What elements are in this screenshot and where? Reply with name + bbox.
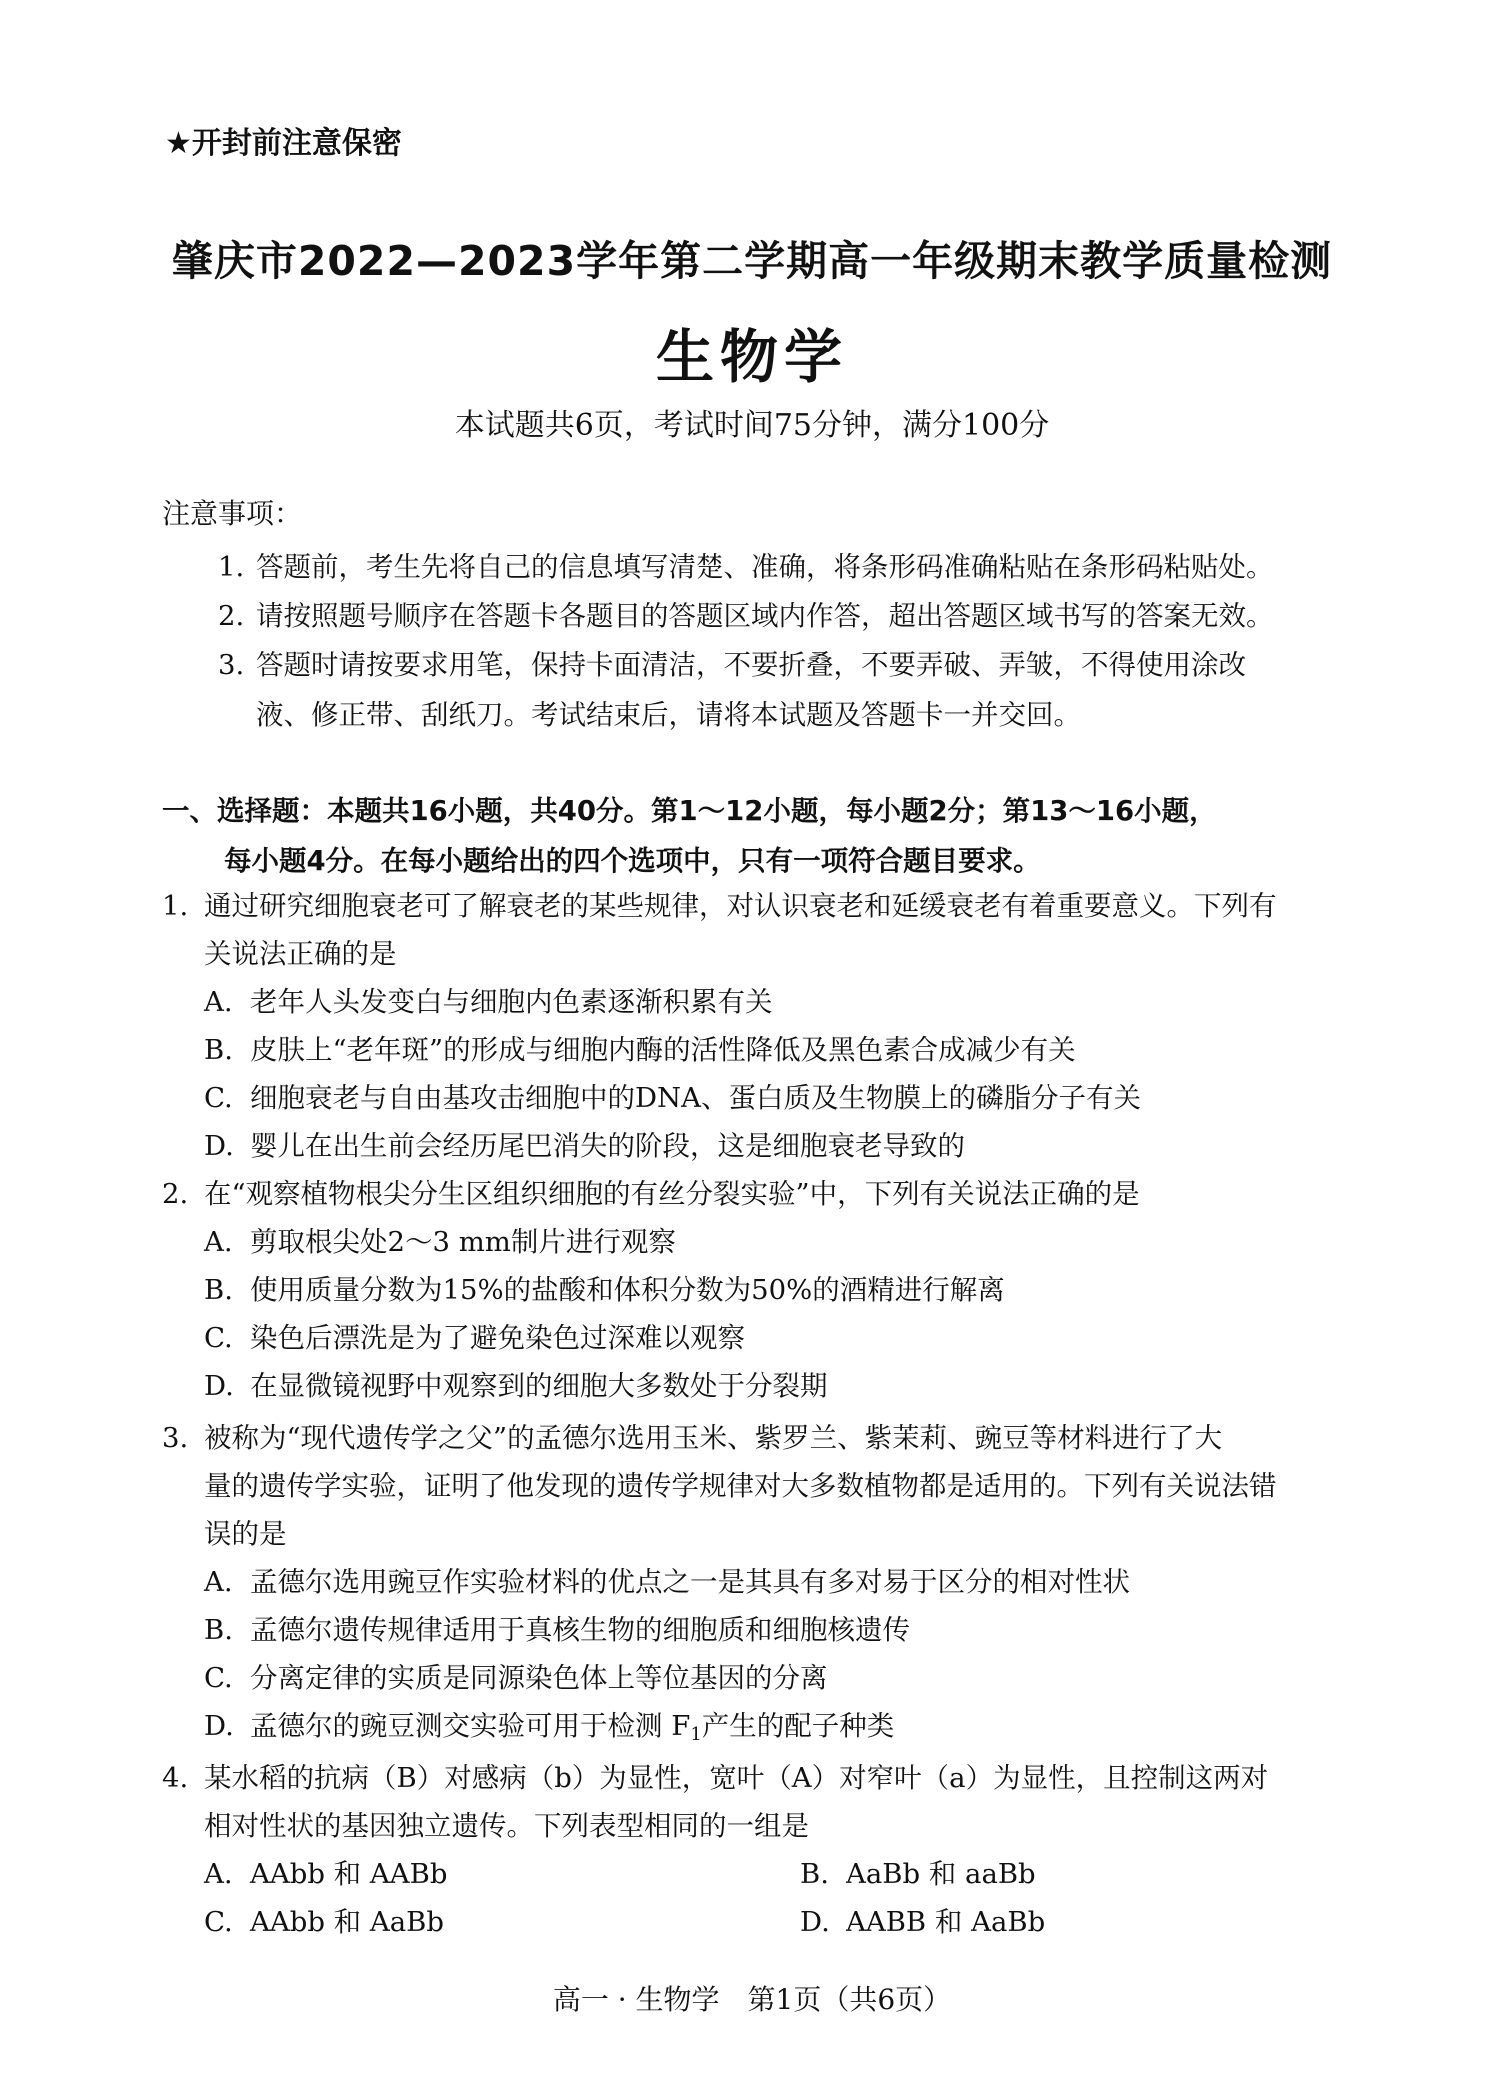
question-stem-continued: 量的遗传学实验，证明了他发现的遗传学规律对大多数植物都是适用的。下列有关说法错 xyxy=(204,1470,1277,1502)
subject-title: 生物学 xyxy=(655,323,848,391)
section-heading-line1: 一、选择题：本题共16小题，共40分。第1～12小题，每小题2分；第13～16小题， xyxy=(162,795,1217,827)
option-letter: D. xyxy=(204,1130,234,1162)
option-text: 婴儿在出生前会经历尾巴消失的阶段，这是细胞衰老导致的 xyxy=(250,1130,965,1162)
section-heading xyxy=(162,786,1362,886)
option-text: 孟德尔的豌豆测交实验可用于检测 F xyxy=(250,1710,691,1742)
option-letter: B. xyxy=(800,1858,829,1890)
question-number: 1. xyxy=(162,890,189,922)
option-text: 细胞衰老与自由基攻击细胞中的DNA、蛋白质及生物膜上的磷脂分子有关 xyxy=(250,1082,1141,1114)
option-text: 老年人头发变白与细胞内色素逐渐积累有关 xyxy=(250,986,773,1018)
note-item xyxy=(218,640,1348,740)
option-text-after: 产生的配子种类 xyxy=(701,1710,895,1742)
option-d xyxy=(204,1122,965,1170)
question-1 xyxy=(162,882,1352,978)
option-b xyxy=(204,1266,1005,1314)
question-stem-continued: 关说法正确的是 xyxy=(204,938,397,970)
option-d xyxy=(800,1898,1045,1946)
note-text: 答题时请按要求用笔，保持卡面清洁，不要折叠，不要弄破、弄皱，不得使用涂改 xyxy=(256,649,1246,681)
confidential-notice: ★开封前注意保密 xyxy=(165,126,402,161)
question-2 xyxy=(162,1170,1352,1218)
question-4 xyxy=(162,1754,1352,1850)
note-item xyxy=(218,591,1348,641)
option-letter: C. xyxy=(204,1082,233,1114)
option-letter: D. xyxy=(204,1710,234,1742)
question-number: 3. xyxy=(162,1422,189,1454)
question-stem: 某水稻的抗病（B）对感病（b）为显性，宽叶（A）对窄叶（a）为显性，且控制这两对 xyxy=(204,1762,1269,1794)
question-3 xyxy=(162,1414,1352,1558)
option-text: 在显微镜视野中观察到的细胞大多数处于分裂期 xyxy=(250,1370,828,1402)
note-item xyxy=(218,542,1348,592)
option-text: AABB 和 AaBb xyxy=(846,1906,1046,1938)
question-stem: 在“观察植物根尖分生区组织细胞的有丝分裂实验”中，下列有关说法正确的是 xyxy=(204,1178,1140,1210)
option-text: 皮肤上“老年斑”的形成与细胞内酶的活性降低及黑色素合成减少有关 xyxy=(250,1034,1076,1066)
note-number: 3. xyxy=(218,649,245,681)
page-footer: 高一 · 生物学 第1页（共6页） xyxy=(552,1983,952,2016)
option-text: AAbb 和 AABb xyxy=(250,1858,448,1890)
option-letter: D. xyxy=(204,1370,234,1402)
option-c xyxy=(204,1654,828,1702)
question-stem: 通过研究细胞衰老可了解衰老的某些规律，对认识衰老和延缓衰老有着重要意义。下列有 xyxy=(204,890,1277,922)
option-letter: A. xyxy=(204,1858,233,1890)
exam-title: 肇庆市2022—2023学年第二学期高一年级期末教学质量检测 xyxy=(171,237,1333,285)
option-text: 使用质量分数为15%的盐酸和体积分数为50%的酒精进行解离 xyxy=(250,1274,1005,1306)
option-letter: C. xyxy=(204,1322,233,1354)
option-letter: D. xyxy=(800,1906,830,1938)
question-number: 2. xyxy=(162,1178,189,1210)
exam-info: 本试题共6页，考试时间75分钟，满分100分 xyxy=(454,408,1050,443)
question-stem-continued: 相对性状的基因独立遗传。下列表型相同的一组是 xyxy=(204,1810,809,1842)
option-letter: B. xyxy=(204,1034,233,1066)
option-letter: A. xyxy=(204,986,233,1018)
subscript-text: 1 xyxy=(690,1724,702,1745)
option-text: 剪取根尖处2～3 mm制片进行观察 xyxy=(250,1226,676,1258)
option-text: 染色后漂洗是为了避免染色过深难以观察 xyxy=(250,1322,745,1354)
section-heading-line2: 每小题4分。在每小题给出的四个选项中，只有一项符合题目要求。 xyxy=(224,845,1041,877)
option-text: 孟德尔选用豌豆作实验材料的优点之一是其具有多对易于区分的相对性状 xyxy=(250,1566,1130,1598)
note-number: 2. xyxy=(218,600,245,632)
notes-title: 注意事项： xyxy=(162,497,303,530)
option-a xyxy=(204,1558,1130,1606)
option-letter: A. xyxy=(204,1566,233,1598)
option-text: AAbb 和 AaBb xyxy=(250,1906,444,1938)
option-letter: A. xyxy=(204,1226,233,1258)
note-text: 请按照题号顺序在答题卡各题目的答题区域内作答，超出答题区域书写的答案无效。 xyxy=(256,600,1274,632)
option-letter: B. xyxy=(204,1614,233,1646)
option-d xyxy=(204,1702,894,1759)
option-b xyxy=(204,1026,1076,1074)
note-text: 答题前，考生先将自己的信息填写清楚、准确，将条形码准确粘贴在条形码粘贴处。 xyxy=(256,551,1274,583)
option-a xyxy=(204,1218,676,1266)
option-text: 分离定律的实质是同源染色体上等位基因的分离 xyxy=(250,1662,828,1694)
option-c xyxy=(204,1898,444,1946)
question-stem-continued: 误的是 xyxy=(204,1518,287,1550)
option-d xyxy=(204,1362,828,1410)
option-a xyxy=(204,978,773,1026)
option-letter: C. xyxy=(204,1662,233,1694)
question-number: 4. xyxy=(162,1762,189,1794)
option-c xyxy=(204,1314,745,1362)
note-number: 1. xyxy=(218,551,245,583)
option-a xyxy=(204,1850,447,1898)
option-text: 孟德尔遗传规律适用于真核生物的细胞质和细胞核遗传 xyxy=(250,1614,910,1646)
question-stem: 被称为“现代遗传学之父”的孟德尔选用玉米、紫罗兰、紫茉莉、豌豆等材料进行了大 xyxy=(204,1422,1223,1454)
option-text: AaBb 和 aaBb xyxy=(846,1858,1036,1890)
option-b xyxy=(204,1606,910,1654)
option-letter: B. xyxy=(204,1274,233,1306)
option-letter: C. xyxy=(204,1906,233,1938)
option-b xyxy=(800,1850,1036,1898)
note-text-continued: 液、修正带、刮纸刀。考试结束后，请将本试题及答题卡一并交回。 xyxy=(256,699,1081,731)
option-c xyxy=(204,1074,1141,1122)
